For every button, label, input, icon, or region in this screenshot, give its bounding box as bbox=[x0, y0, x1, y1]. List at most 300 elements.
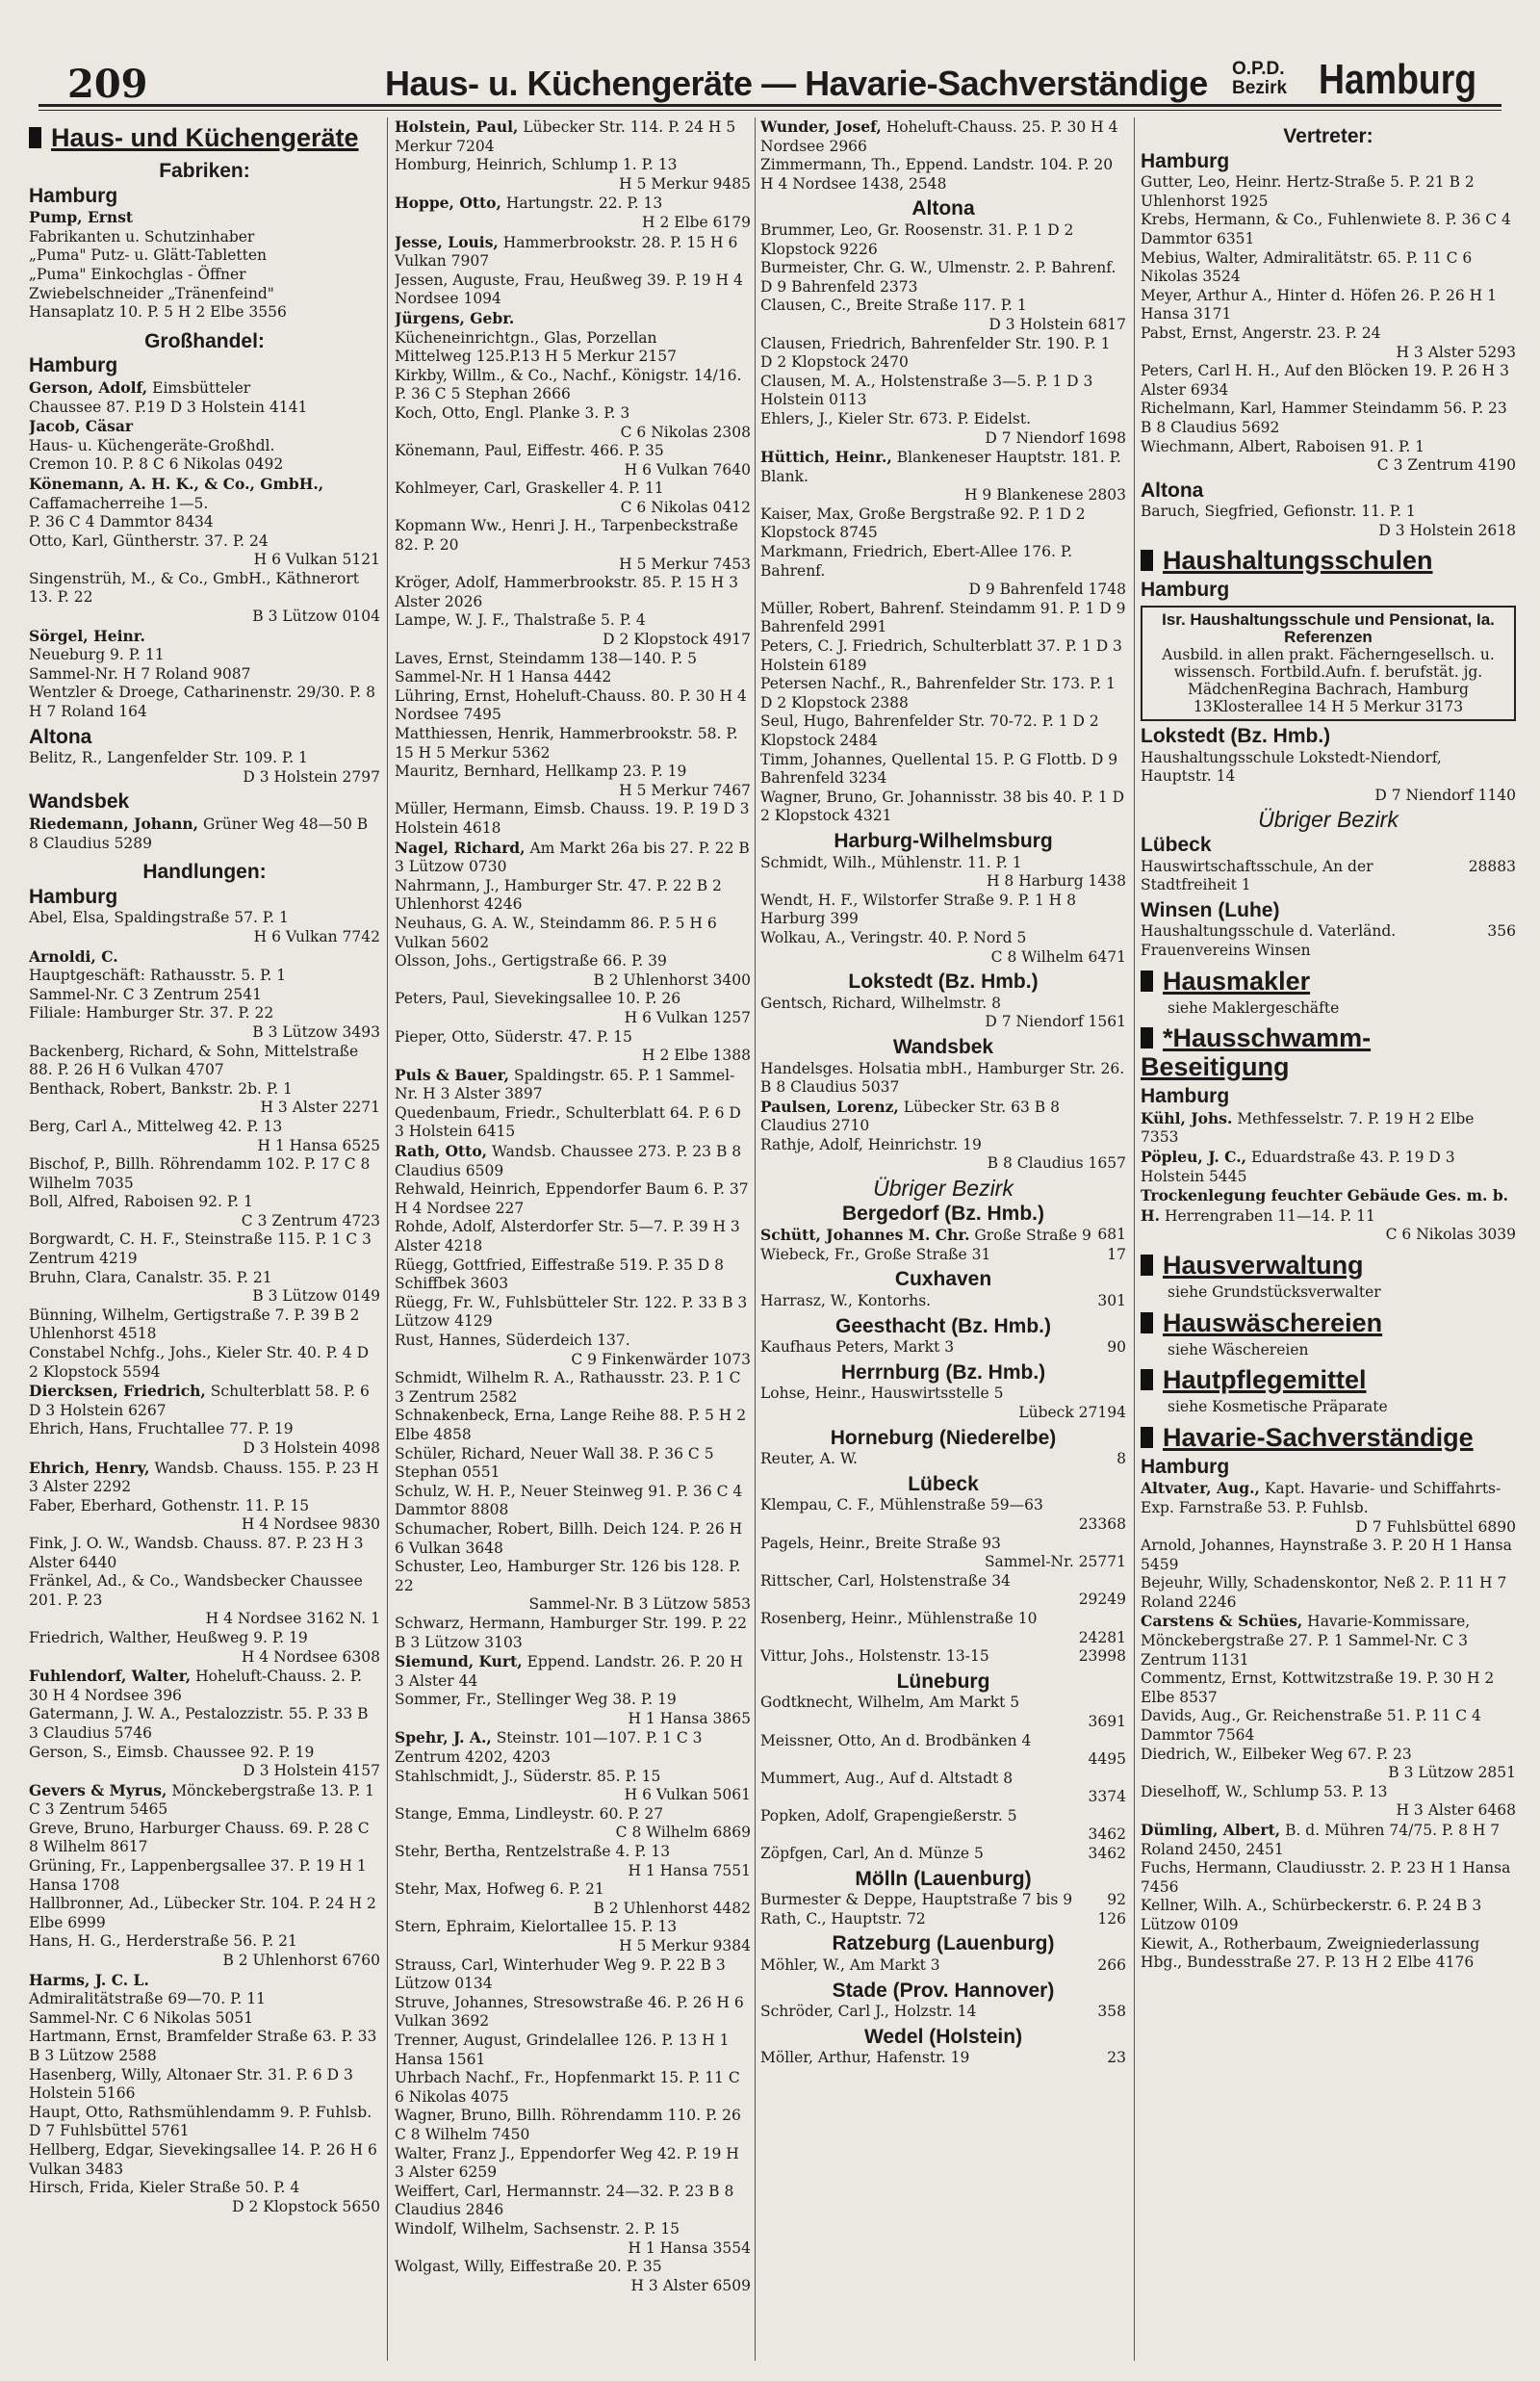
directory-entry bbox=[395, 1369, 751, 1407]
entry-name: Holstein, Paul, bbox=[395, 117, 519, 136]
directory-entry bbox=[760, 1910, 1126, 1929]
directory-entry bbox=[395, 1218, 751, 1255]
directory-entry bbox=[760, 1385, 1126, 1422]
entry-name: Altvater, Aug., bbox=[1141, 1479, 1260, 1498]
entry-text: Meyer, Arthur A., Hinter d. Höfen 26. P. 26 H 1 Hansa 3171 bbox=[1141, 286, 1497, 324]
entry-phone: C 9 Finkenwärder 1073 bbox=[571, 1350, 751, 1368]
city-heading: Wandsbek bbox=[29, 790, 130, 814]
entry-phone: 92 bbox=[1107, 1891, 1126, 1909]
entry-text: Bünning, Wilhelm, Gertigstraße 7. P. 39 B 2 Uhlenhorst 4518 bbox=[29, 1306, 360, 1343]
entry-phone: D 7 Fuhlsbüttel 6890 bbox=[1355, 1517, 1516, 1536]
entry-text: Boll, Alfred, Raboisen 92. P. 1 bbox=[29, 1193, 253, 1211]
directory-entry bbox=[1141, 858, 1516, 895]
entry-text: Commentz, Ernst, Kottwitzstraße 19. P. 30 H 2 Elbe 8537 bbox=[1141, 1669, 1495, 1706]
entry-text: Godtknecht, Wilhelm, Am Markt 5 bbox=[760, 1694, 1020, 1712]
directory-entry bbox=[395, 2258, 751, 2295]
directory-entry bbox=[760, 789, 1126, 826]
directory-entry bbox=[760, 259, 1126, 297]
entry-name: Hüttich, Heinr., bbox=[760, 448, 892, 467]
directory-entry bbox=[29, 1230, 380, 1268]
city-heading: Wedel (Holstein) bbox=[863, 2025, 1023, 2048]
directory-entry bbox=[29, 2141, 380, 2179]
city-heading: Bergedorf (Bz. Hmb.) bbox=[842, 1202, 1044, 1225]
directory-entry bbox=[1141, 1612, 1516, 1669]
directory-entry bbox=[395, 1104, 751, 1142]
section-marker-icon bbox=[1141, 1369, 1153, 1390]
directory-entry bbox=[1141, 1574, 1516, 1612]
entry-text: Möhler, W., Am Markt 3 bbox=[760, 1956, 940, 1975]
entry-text: Matthiessen, Henrik, Hammerbrookstr. 58. P. 15 H 5 Merkur 5362 bbox=[395, 725, 738, 762]
entry-text: Hasenberg, Willy, Altonaer Str. 31. P. 6 D 3 Holstein 5166 bbox=[29, 2065, 353, 2103]
entry-phone: D 3 Holstein 6817 bbox=[988, 315, 1126, 333]
entry-text: Pabst, Ernst, Angerstr. 23. P. 24 bbox=[1141, 324, 1381, 342]
entry-text: Schüler, Richard, Neuer Wall 38. P. 36 C 5 Stephan 0551 bbox=[395, 1444, 714, 1482]
entry-text: Meissner, Otto, An d. Brodbänken 4 bbox=[760, 1731, 1032, 1749]
entry-text: Gutter, Leo, Heinr. Hertz-Straße 5. P. 21 B 2 Uhlenhorst 1925 bbox=[1141, 173, 1475, 210]
entry-text: Reuter, A. W. bbox=[760, 1450, 858, 1468]
entry-phone: H 4 Nordsee 9830 bbox=[241, 1515, 380, 1534]
entry-name: Gevers & Myrus, bbox=[29, 1780, 167, 1799]
entry-text: Schröder, Carl J., Holzstr. 14 bbox=[760, 2003, 977, 2021]
advertisement-box bbox=[1141, 606, 1516, 721]
directory-entry bbox=[29, 1382, 380, 1420]
entry-text: Haushaltungsschule d. Vaterländ. Frauenvereins Winsen bbox=[1141, 922, 1397, 959]
entry-text: Rath, C., Hauptstr. 72 bbox=[760, 1909, 926, 1928]
directory-entry bbox=[395, 1805, 751, 1843]
entry-text: Peters, Paul, Sievekingsallee 10. P. 26 bbox=[395, 990, 681, 1008]
entry-phone: H 9 Blankenese 2803 bbox=[963, 486, 1126, 505]
entry-name: Siemund, Kurt, bbox=[395, 1652, 523, 1671]
section-heading bbox=[1141, 1423, 1516, 1452]
entry-text: Wentzler & Droege, Catharinenstr. 29/30. P. 8 H 7 Roland 164 bbox=[29, 684, 376, 721]
directory-entry bbox=[395, 877, 751, 915]
entry-name: Rath, Otto, bbox=[395, 1142, 488, 1161]
entry-name: Harms, J. C. L. bbox=[29, 1970, 149, 1989]
section-heading bbox=[29, 123, 380, 152]
entry-phone: Sammel-Nr. B 3 Lützow 5853 bbox=[528, 1595, 751, 1614]
directory-entry bbox=[395, 2220, 751, 2258]
entry-text: Schulz, W. H. P., Neuer Steinweg 91. P. 36 C 4 Dammtor 8808 bbox=[395, 1482, 743, 1519]
entry-name: Jesse, Louis, bbox=[395, 232, 499, 251]
entry-text: Wandsb. Chaussee 273. P. 23 B 8 Claudius 6509 bbox=[395, 1143, 742, 1179]
entry-text: Otto, Karl, Güntherstr. 37. P. 24 bbox=[29, 531, 269, 550]
entry-text: Timm, Johannes, Quellental 15. P. G Flottb. D 9 Bahrenfeld 3234 bbox=[760, 750, 1118, 788]
entry-text: Singenstrüh, M., & Co., GmbH., Käthnerort 13. P. 22 bbox=[29, 569, 359, 607]
subsection-heading: Handlungen: bbox=[142, 861, 267, 884]
entry-text: Bejeuhr, Willy, Schadenskontor, Neß 2. P. 11 H 7 Roland 2246 bbox=[1141, 1574, 1507, 1611]
directory-entry bbox=[1141, 1186, 1516, 1245]
directory-entry bbox=[29, 208, 380, 323]
entry-name: Arnoldi, C. bbox=[29, 946, 118, 966]
entry-text: Kaiser, Max, Große Bergstraße 92. P. 1 D 2 Klopstock 8745 bbox=[760, 505, 1086, 542]
section-marker-icon bbox=[1141, 1427, 1153, 1448]
directory-entry bbox=[29, 1629, 380, 1667]
directory-entry bbox=[760, 543, 1126, 600]
entry-text: Steinstr. 101—107. P. 1 C 3 Zentrum 4202, 4203 bbox=[395, 1729, 703, 1767]
directory-entry bbox=[760, 410, 1126, 448]
entry-text: Dieselhoff, W., Schlump 53. P. 13 bbox=[1141, 1782, 1388, 1800]
section-heading bbox=[1141, 967, 1516, 996]
directory-entry bbox=[29, 1857, 380, 1895]
entry-text: Constabel Nchfg., Johs., Kieler Str. 40. P. 4 D 2 Klopstock 5594 bbox=[29, 1344, 370, 1381]
entry-phone: H 1 Hansa 3865 bbox=[628, 1709, 751, 1727]
entry-text: Bruhn, Clara, Canalstr. 35. P. 21 bbox=[29, 1268, 272, 1286]
entry-phone: H 3 Alster 6468 bbox=[1396, 1801, 1516, 1820]
directory-entry bbox=[29, 2066, 380, 2104]
directory-entry bbox=[1141, 503, 1516, 540]
entry-name: Sörgel, Heinr. bbox=[29, 626, 145, 645]
directory-entry bbox=[395, 650, 751, 687]
entry-text: Hoheluft-Chauss. 2. P. 30 H 4 Nordsee 396 bbox=[29, 1668, 363, 1704]
directory-entry bbox=[395, 1768, 751, 1805]
entry-phone: 23998 bbox=[1078, 1647, 1126, 1666]
entry-phone: C 6 Nikolas 0412 bbox=[620, 498, 751, 516]
directory-entry bbox=[760, 373, 1126, 410]
directory-entry bbox=[29, 570, 380, 627]
directory-entry bbox=[760, 1060, 1126, 1098]
entry-text: Hammerbrookstr. 28. P. 15 H 6 Vulkan 7907 bbox=[395, 233, 738, 271]
directory-entry bbox=[395, 1956, 751, 1994]
directory-entry bbox=[29, 1043, 380, 1080]
directory-entry bbox=[395, 1180, 751, 1218]
entry-line: Filiale: Hamburger Str. 37. P. 22 bbox=[29, 1004, 274, 1022]
entry-phone: H 8 Harburg 1438 bbox=[986, 872, 1126, 891]
section-marker-icon bbox=[1141, 1027, 1153, 1048]
advertisement-line: Ausbild. in allen prakt. Fächern bbox=[1162, 646, 1401, 664]
directory-entry bbox=[1141, 1669, 1516, 1707]
directory-entry bbox=[395, 1880, 751, 1918]
directory-entry bbox=[29, 1535, 380, 1572]
entry-phone: B 3 Lützow 0104 bbox=[252, 608, 380, 626]
entry-text: Quedenbaum, Friedr., Schulterblatt 64. P. 6 D 3 Holstein 6415 bbox=[395, 1103, 741, 1141]
section-heading-text: Hautpflegemittel bbox=[1163, 1365, 1367, 1395]
entry-phone: H 5 Merkur 7453 bbox=[619, 555, 751, 573]
directory-entry bbox=[760, 448, 1126, 505]
directory-entry bbox=[1141, 211, 1516, 248]
directory-entry bbox=[1141, 324, 1516, 362]
directory-entry bbox=[395, 1256, 751, 1294]
entry-phone: 24281 bbox=[1078, 1628, 1126, 1646]
entry-text: Zimmermann, Th., Eppend. Landstr. 104. P. 20 H 4 Nordsee 1438, 2548 bbox=[760, 156, 1114, 193]
entry-text: Rosenberg, Heinr., Mühlenstraße 10 bbox=[760, 1609, 1038, 1627]
city-heading: Hamburg bbox=[29, 885, 118, 908]
directory-entry bbox=[29, 909, 380, 946]
entry-text: Herrengraben 11—14. P. 11 bbox=[1164, 1206, 1375, 1225]
directory-entry bbox=[395, 117, 751, 156]
section-heading bbox=[1141, 1023, 1516, 1081]
directory-entry bbox=[760, 1572, 1126, 1610]
entry-line: P. 36 C 4 Dammtor 8434 bbox=[29, 513, 214, 531]
entry-text: Windolf, Wilhelm, Sachsenstr. 2. P. 15 bbox=[395, 2219, 680, 2238]
entry-text: Ehlers, J., Kieler Str. 673. P. Eidelst. bbox=[760, 409, 1032, 427]
directory-entry bbox=[760, 1226, 1126, 1246]
directory-entry bbox=[395, 1615, 751, 1652]
directory-entry bbox=[395, 194, 751, 232]
header-rule bbox=[38, 104, 1502, 107]
directory-entry bbox=[760, 1535, 1126, 1572]
entry-text: Weiffert, Carl, Hermannstr. 24—32. P. 23 B 8 Claudius 2846 bbox=[395, 2182, 734, 2219]
entry-text: Lübecker Str. 114. P. 24 H 5 Merkur 7204 bbox=[395, 118, 736, 155]
entry-phone: C 3 Zentrum 4190 bbox=[1376, 456, 1516, 475]
entry-phone: H 6 Vulkan 5121 bbox=[253, 551, 380, 569]
entry-text: Gentsch, Richard, Wilhelmstr. 8 bbox=[760, 994, 1001, 1012]
entry-phone: 356 bbox=[1487, 922, 1516, 941]
entry-phone: D 2 Klopstock 4917 bbox=[603, 631, 751, 649]
directory-entry bbox=[395, 2032, 751, 2069]
entry-text: Rohde, Adolf, Alsterdorfer Str. 5—7. P. 39 H 3 Alster 4218 bbox=[395, 1218, 740, 1255]
entry-phone: H 4 Nordsee 3162 N. 1 bbox=[205, 1610, 380, 1628]
entry-text: Sommer, Fr., Stellinger Weg 38. P. 19 bbox=[395, 1691, 677, 1709]
entry-phone: H 1 Hansa 7551 bbox=[628, 1861, 751, 1879]
entry-text: Handelsges. Holsatia mbH., Hamburger Str. 26. B 8 Claudius 5037 bbox=[760, 1059, 1125, 1097]
directory-entry bbox=[395, 990, 751, 1027]
directory-entry bbox=[760, 1732, 1126, 1770]
city-heading: Altona bbox=[29, 725, 92, 748]
entry-text: Seul, Hugo, Bahrenfelder Str. 70-72. P. 1 D 2 Klopstock 2484 bbox=[760, 712, 1099, 749]
entry-phone: D 7 Niendorf 1698 bbox=[985, 428, 1126, 447]
directory-entry bbox=[760, 600, 1126, 637]
entry-text: Müller, Robert, Bahrenf. Steindamm 91. P. 1 D 9 Bahrenfeld 2991 bbox=[760, 599, 1126, 636]
column-divider bbox=[387, 117, 388, 2361]
entry-text: Fuchs, Hermann, Claudiusstr. 2. P. 23 H 1 Hansa 7456 bbox=[1141, 1859, 1511, 1896]
entry-phone: H 6 Vulkan 7640 bbox=[624, 460, 751, 479]
region-label: Hamburg bbox=[1319, 56, 1477, 103]
section-heading-text: Haus- und Küchengeräte bbox=[51, 123, 359, 152]
section-marker-icon bbox=[1141, 1312, 1153, 1333]
entry-text: Rüegg, Gottfried, Eiffestraße 519. P. 35 D 8 Schiffbek 3603 bbox=[395, 1255, 724, 1293]
directory-entry bbox=[760, 1450, 1126, 1469]
entry-text: Kirkby, Willm., & Co., Nachf., Königstr. 14/16. P. 36 C 5 Stephan 2666 bbox=[395, 366, 742, 403]
directory-entry bbox=[395, 2069, 751, 2107]
directory-entry bbox=[395, 1445, 751, 1483]
directory-entry bbox=[395, 367, 751, 404]
entry-phone: C 3 Zentrum 4723 bbox=[241, 1211, 380, 1229]
column-divider bbox=[1134, 117, 1135, 2361]
entry-text: Kohlmeyer, Carl, Graskeller 4. P. 11 bbox=[395, 479, 664, 498]
city-heading: Wandsbek bbox=[892, 1035, 994, 1058]
entry-line: Cremon 10. P. 8 C 6 Nikolas 0492 bbox=[29, 455, 284, 474]
entry-text: Homburg, Heinrich, Schlump 1. P. 13 bbox=[395, 156, 678, 174]
entry-text: Schuster, Leo, Hamburger Str. 126 bis 128. P. 22 bbox=[395, 1558, 741, 1594]
directory-entry bbox=[760, 1770, 1126, 1807]
entry-phone: 681 bbox=[1097, 1226, 1126, 1244]
directory-entry bbox=[395, 1407, 751, 1444]
directory-entry bbox=[760, 2049, 1126, 2068]
entry-text: Hoheluft-Chauss. 25. P. 30 H 4 Nordsee 2966 bbox=[760, 118, 1118, 155]
entry-phone: D 3 Holstein 4157 bbox=[243, 1762, 380, 1780]
entry-phone: B 8 Claudius 1657 bbox=[987, 1154, 1126, 1173]
city-heading: Ratzeburg (Lauenburg) bbox=[832, 1932, 1055, 1955]
entry-text: Caffamacherreihe 1—5. bbox=[29, 494, 209, 512]
entry-phone: 8 bbox=[1116, 1450, 1126, 1468]
entry-text: Stahlschmidt, J., Süderstr. 85. P. 15 bbox=[395, 1767, 661, 1785]
entry-text: Berg, Carl A., Mittelweg 42. P. 13 bbox=[29, 1117, 283, 1135]
directory-entry bbox=[760, 751, 1126, 789]
entry-text: Markmann, Friedrich, Ebert-Allee 176. P. Bahrenf. bbox=[760, 543, 1073, 580]
entry-text: Mebius, Walter, Admiralitätstr. 65. P. 11 C 6 Nikolas 3524 bbox=[1141, 248, 1473, 286]
directory-entry bbox=[395, 952, 751, 990]
entry-name: Spehr, J. A., bbox=[395, 1728, 492, 1747]
section-marker-icon bbox=[1141, 1255, 1153, 1276]
directory-entry bbox=[29, 1080, 380, 1118]
entry-phone: 28883 bbox=[1468, 857, 1516, 875]
directory-entry bbox=[1141, 1707, 1516, 1745]
entry-line: Chaussee 87. P.19 D 3 Holstein 4141 bbox=[29, 398, 308, 416]
entry-phone: 266 bbox=[1097, 1956, 1126, 1975]
entry-phone: Lübeck 27194 bbox=[1018, 1404, 1126, 1421]
section-heading bbox=[1141, 546, 1516, 575]
section-marker-icon bbox=[1141, 971, 1153, 992]
header-rule-thin bbox=[38, 110, 1502, 111]
entry-name: Wunder, Josef, bbox=[760, 117, 882, 136]
directory-entry bbox=[29, 947, 380, 1043]
entry-text: Greve, Bruno, Harburger Chauss. 69. P. 28 C 8 Wilhelm 8617 bbox=[29, 1819, 370, 1856]
entry-line: Sammel-Nr. C 3 Zentrum 2541 bbox=[29, 985, 262, 1003]
city-heading: Hamburg bbox=[1141, 1085, 1230, 1108]
city-heading: Hamburg bbox=[1141, 1455, 1230, 1478]
directory-entry bbox=[395, 2145, 751, 2183]
entry-text: Wolgast, Willy, Eiffestraße 20. P. 35 bbox=[395, 2258, 662, 2276]
city-heading: Geesthacht (Bz. Hmb.) bbox=[834, 1314, 1052, 1337]
directory-entry bbox=[395, 1028, 751, 1066]
entry-phone: H 3 Alster 2271 bbox=[260, 1099, 380, 1117]
entry-text: Eduardstraße 43. P. 19 D 3 Holstein 5445 bbox=[1141, 1148, 1455, 1185]
entry-name: Gerson, Adolf, bbox=[29, 377, 148, 397]
city-heading: Winsen (Luhe) bbox=[1141, 898, 1280, 921]
entry-text: Grüner Weg 48—50 B 8 Claudius 5289 bbox=[29, 815, 369, 852]
directory-entry bbox=[395, 2183, 751, 2220]
entry-text: Klempau, C. F., Mühlenstraße 59—63 bbox=[760, 1496, 1043, 1514]
entry-text: Nahrmann, J., Hamburger Str. 47. P. 22 B 2 Uhlenhorst 4246 bbox=[395, 876, 722, 914]
directory-entry bbox=[395, 1691, 751, 1728]
directory-entry bbox=[395, 725, 751, 763]
entry-name: Jürgens, Gebr. bbox=[395, 308, 515, 327]
directory-entry bbox=[395, 442, 751, 479]
entry-text: Schulterblatt 58. P. 6 D 3 Holstein 6267 bbox=[29, 1383, 370, 1419]
entry-phone: H 3 Alster 5293 bbox=[1396, 343, 1516, 361]
entry-text: Mönckebergstraße 13. P. 1 C 3 Zentrum 5465 bbox=[29, 1781, 375, 1819]
directory-entry bbox=[1141, 1537, 1516, 1574]
directory-entry bbox=[29, 378, 380, 417]
entry-text: Faber, Eberhard, Gothenstr. 11. P. 15 bbox=[29, 1496, 310, 1514]
entry-text: Zöpfgen, Carl, An d. Münze 5 bbox=[760, 1845, 984, 1863]
directory-entry bbox=[760, 335, 1126, 373]
entry-line: Hansaplatz 10. P. 5 H 2 Elbe 3556 bbox=[29, 303, 287, 322]
directory-entry bbox=[760, 1338, 1126, 1358]
entry-text: Möller, Arthur, Hafenstr. 19 bbox=[760, 2049, 970, 2067]
entry-text: Belitz, R., Langenfelder Str. 109. P. 1 bbox=[29, 749, 308, 767]
directory-entry bbox=[395, 915, 751, 952]
city-heading: Herrnburg (Bz. Hmb.) bbox=[840, 1360, 1046, 1384]
page-number: 209 bbox=[67, 62, 148, 107]
entry-phone: 301 bbox=[1097, 1292, 1126, 1310]
entry-phone: H 5 Merkur 9384 bbox=[619, 1937, 751, 1954]
directory-entry bbox=[1141, 749, 1516, 806]
directory-entry bbox=[29, 1155, 380, 1193]
entry-text: Rathje, Adolf, Heinrichstr. 19 bbox=[760, 1135, 982, 1153]
directory-entry bbox=[1141, 1148, 1516, 1186]
entry-line: „Puma" Putz- u. Glätt-Tabletten bbox=[29, 246, 268, 265]
directory-entry bbox=[760, 1694, 1126, 1731]
directory-entry bbox=[29, 1971, 380, 2029]
entry-text: Blankeneser Hauptstr. 181. P. Blank. bbox=[760, 449, 1121, 485]
entry-text: Arnold, Johannes, Haynstraße 3. P. 20 H 1 Hansa 5459 bbox=[1141, 1537, 1512, 1573]
entry-phone: D 9 Bahrenfeld 1748 bbox=[968, 581, 1126, 599]
entry-text: Mauritz, Bernhard, Hellkamp 23. P. 19 bbox=[395, 763, 687, 781]
directory-entry bbox=[395, 2107, 751, 2144]
directory-entry bbox=[1141, 249, 1516, 287]
entry-phone: 23 bbox=[1107, 2049, 1126, 2067]
directory-entry bbox=[29, 1932, 380, 1970]
column-2 bbox=[395, 117, 751, 2361]
entry-phone: D 3 Holstein 4098 bbox=[243, 1439, 380, 1457]
entry-text: Backenberg, Richard, & Sohn, Mittelstraße 88. P. 26 H 6 Vulkan 4707 bbox=[29, 1042, 359, 1079]
entry-text: Müller, Hermann, Eimsb. Chauss. 19. P. 19 D 3 Holstein 4618 bbox=[395, 800, 750, 837]
directory-entry bbox=[1141, 362, 1516, 400]
entry-text: Eppend. Landstr. 26. P. 20 H 3 Alster 44 bbox=[395, 1653, 743, 1690]
entry-text: Struve, Johannes, Stresowstraße 46. P. 26 H 6 Vulkan 3692 bbox=[395, 1993, 744, 2031]
entry-text: Popken, Adolf, Grapengießerstr. 5 bbox=[760, 1806, 1017, 1825]
section-heading-text: Hausmakler bbox=[1163, 966, 1311, 996]
entry-phone: H 1 Hansa 6525 bbox=[257, 1136, 380, 1154]
entry-name: Kühl, Johs. bbox=[1141, 1108, 1233, 1127]
entry-text: Harrasz, W., Kontorhs. bbox=[760, 1292, 932, 1310]
entry-phone: H 6 Vulkan 1257 bbox=[624, 1008, 751, 1026]
entry-text: Olsson, Johs., Gertigstraße 66. P. 39 bbox=[395, 952, 667, 971]
column-divider bbox=[755, 117, 756, 2361]
section-heading bbox=[1141, 1365, 1516, 1394]
city-heading: Hamburg bbox=[1141, 579, 1230, 602]
directory-entry bbox=[760, 929, 1126, 967]
directory-entry bbox=[760, 505, 1126, 543]
entry-phone: H 1 Hansa 3554 bbox=[628, 2239, 751, 2257]
entry-phone: H 3 Alster 6509 bbox=[630, 2276, 751, 2294]
column-3 bbox=[760, 117, 1126, 2361]
entry-text: Borgwardt, C. H. F., Steinstraße 115. P. 1 C 3 Zentrum 4219 bbox=[29, 1230, 372, 1268]
city-heading: Stade (Prov. Hannover) bbox=[832, 1979, 1055, 2002]
entry-name: Hoppe, Otto, bbox=[395, 194, 501, 213]
directory-entry bbox=[395, 233, 751, 272]
entry-line: Admiralitätstraße 69—70. P. 11 bbox=[29, 1990, 266, 2008]
directory-entry bbox=[760, 854, 1126, 892]
cross-reference: siehe Wäschereien bbox=[1168, 1340, 1309, 1359]
directory-entry bbox=[395, 517, 751, 574]
entry-text: Grüning, Fr., Lappenbergsallee 37. P. 19 H 1 Hansa 1708 bbox=[29, 1857, 367, 1894]
entry-text: Trenner, August, Grindelallee 126. P. 13 H 1 Hansa 1561 bbox=[395, 2031, 730, 2068]
entry-text: Mummert, Aug., Auf d. Altstadt 8 bbox=[760, 1769, 1014, 1787]
entry-text: Stern, Ephraim, Kielortallee 15. P. 13 bbox=[395, 1918, 678, 1936]
directory-entry bbox=[760, 1807, 1126, 1845]
entry-text: Ehrich, Hans, Fruchtallee 77. P. 19 bbox=[29, 1420, 294, 1438]
entry-text: Bischof, P., Billh. Röhrendamm 102. P. 17 C 8 Wilhelm 7035 bbox=[29, 1155, 371, 1192]
entry-phone: 23368 bbox=[1078, 1514, 1126, 1533]
section-heading-text: *Hausschwamm-Beseitigung bbox=[1141, 1023, 1372, 1082]
directory-entry bbox=[760, 1098, 1126, 1136]
directory-entry bbox=[29, 1193, 380, 1230]
directory-entry bbox=[395, 763, 751, 800]
directory-entry bbox=[760, 1610, 1126, 1647]
entry-text: Könemann, Paul, Eiffestr. 466. P. 35 bbox=[395, 442, 664, 460]
entry-name: Paulsen, Lorenz, bbox=[760, 1097, 899, 1116]
entry-phone: 90 bbox=[1107, 1338, 1126, 1357]
entry-name: Pump, Ernst bbox=[29, 208, 134, 227]
entry-line: Zwiebelschneider „Tränenfeind" bbox=[29, 284, 274, 302]
directory-entry bbox=[1141, 1935, 1516, 1973]
entry-text: Wolkau, A., Veringstr. 40. P. Nord 5 bbox=[760, 928, 1027, 946]
entry-line: Hauptgeschäft: Rathausstr. 5. P. 1 bbox=[29, 967, 287, 985]
running-title: Haus- u. Küchengeräte — Havarie-Sachverständige bbox=[385, 64, 1208, 103]
city-heading: Lüneburg bbox=[896, 1669, 990, 1693]
